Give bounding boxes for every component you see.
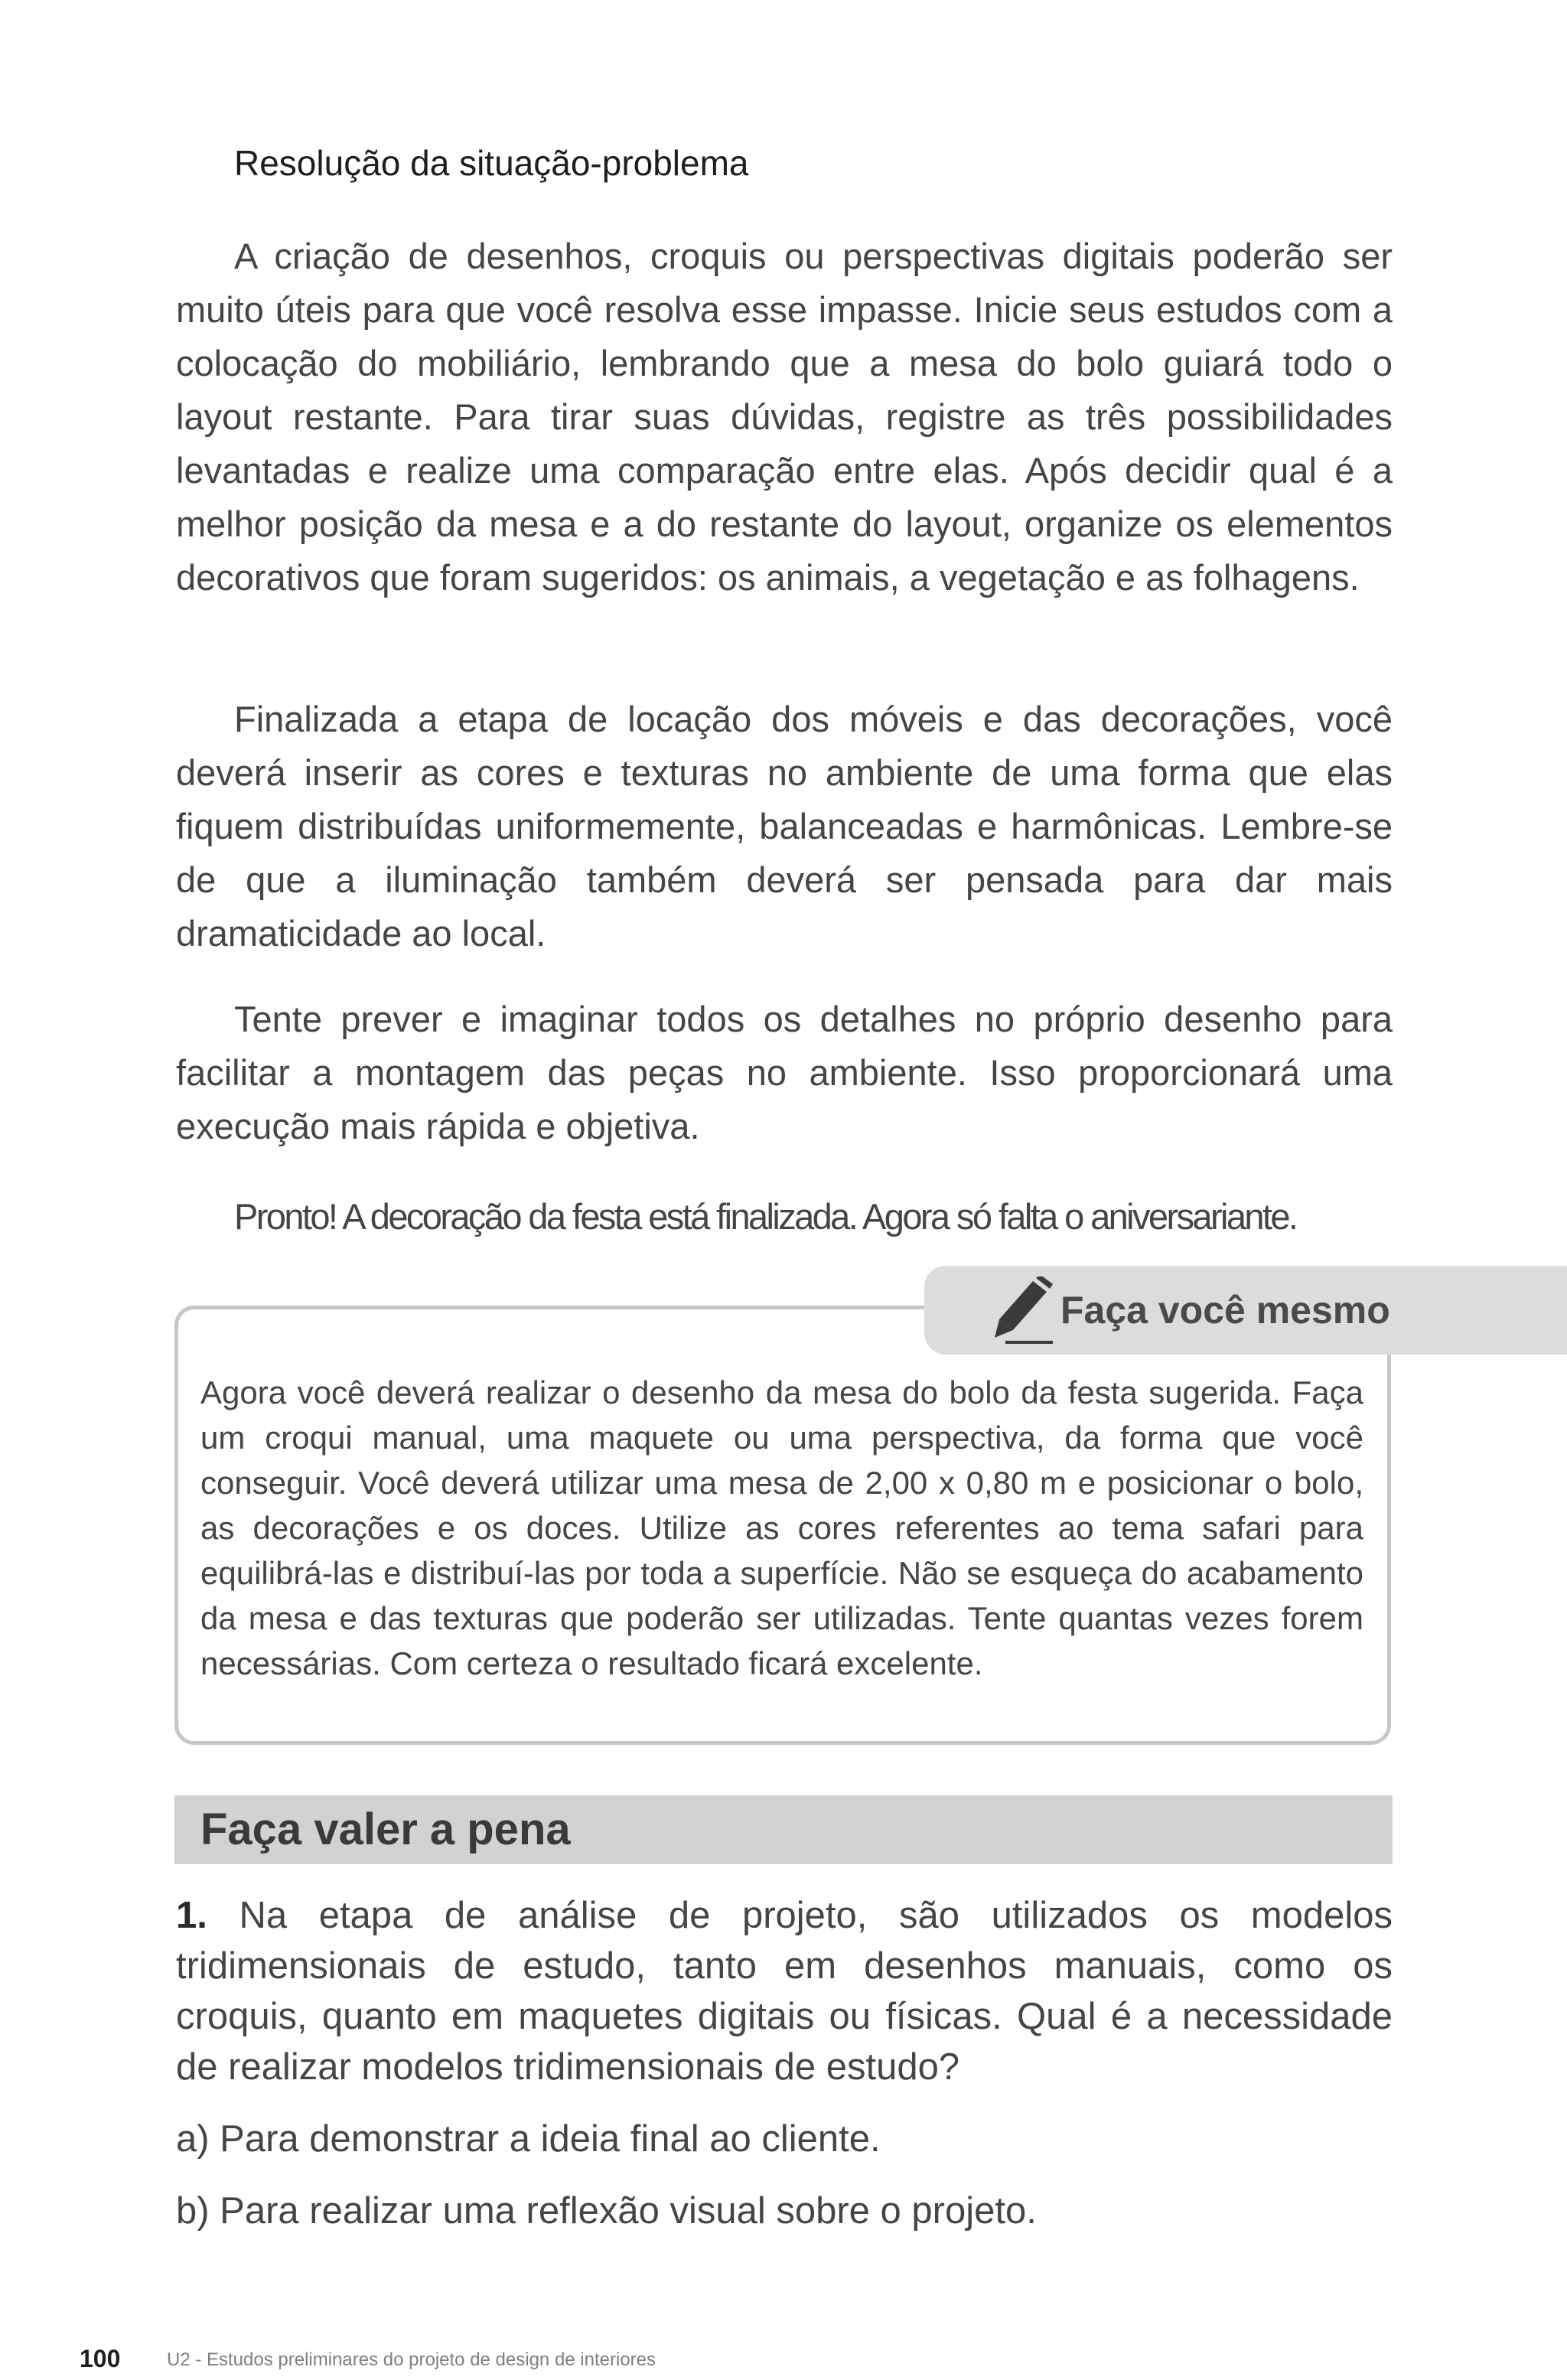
running-title: U2 - Estudos preliminares do projeto de design de interiores: [167, 2349, 656, 2370]
body-paragraph: Finalizada a etapa de locação dos móveis e das decorações, você deverá inserir as cores e texturas no ambiente de uma forma que elas fiquem distribuídas uniformemente, balanceadas e harmônicas. Lembre-se de que a iluminação também deverá ser pensada para dar mais dramaticidade ao local.: [176, 699, 1393, 954]
exercise-section-title: Faça valer a pena: [200, 1805, 571, 1854]
question-number: 1.: [176, 1895, 207, 1936]
answer-option-b: b) Para realizar uma reflexão visual sobre o projeto.: [176, 2190, 1037, 2232]
question-1: [176, 1890, 1393, 2092]
body-paragraph: Tente prever e imaginar todos os detalhes no próprio desenho para facilitar a montagem das peças no ambiente. Isso proporcionará uma execução mais rápida e objetiva.: [176, 999, 1393, 1146]
activity-title: Faça você mesmo: [1060, 1289, 1390, 1332]
pencil-icon: [987, 1276, 1056, 1345]
closing-paragraph: Pronto! A decoração da festa está finalizada. Agora só falta o aniversariante.: [234, 1196, 1297, 1237]
answer-option-a: a) Para demonstrar a ideia final ao cliente.: [176, 2118, 881, 2160]
section-heading: Resolução da situação-problema: [234, 143, 749, 183]
page-number: 100: [80, 2345, 121, 2372]
body-paragraph: A criação de desenhos, croquis ou perspectivas digitais poderão ser muito úteis para que você resolva esse impasse. Inicie seus estudos com a colocação do mobiliário, lembrando que a mesa do bolo guiará todo o layout restante. Para tirar suas dúvidas, registre as três possibilidades levantadas e realize uma comparação entre elas. Após decidir qual é a melhor posição da mesa e a do restante do layout, organize os elementos decorativos que foram sugeridos: os animais, a vegetação e as folhagens.: [176, 236, 1393, 598]
question-text: Na etapa de análise de projeto, são utilizados os modelos tridimensionais de estudo, tanto em desenhos manuais, como os croquis, quanto em maquetes digitais ou físicas. Qual é a necessidade de realizar modelos tridimensionais de estudo?: [176, 1895, 1393, 2088]
activity-text: Agora você deverá realizar o desenho da mesa do bolo da festa sugerida. Faça um croqui manual, uma maquete ou uma perspectiva, da forma que você conseguir. Você deverá utilizar uma mesa de 2,00 x 0,80 m e posicionar o bolo, as decorações e os doces. Utilize as cores referentes ao tema safari para equilibrá-las e distribuí-las por toda a superfície. Não se esqueça do acabamento da mesa e das texturas que poderão ser utilizadas. Tente quantas vezes forem necessárias. Com certeza o resultado ficará excelente.: [200, 1374, 1363, 1681]
